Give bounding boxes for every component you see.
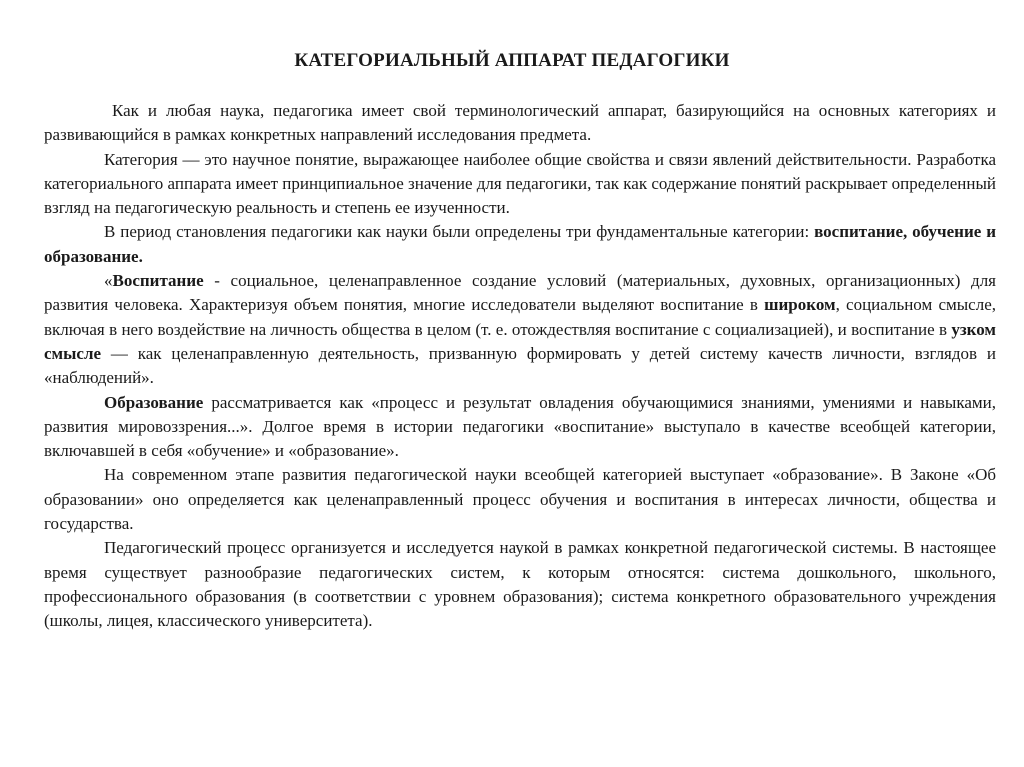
paragraph-category-definition: Категория — это научное понятие, выражающее наиболее общие свойства и связи явлений действительности. Разработка категориального аппарата имеет принципиальное значение для педагогики, так как содержание понятий раскрывает определенный взгляд на педагогическую реальность и степень ее изученности.	[44, 149, 996, 218]
paragraph-education	[44, 391, 996, 464]
document-body	[44, 99, 996, 634]
open-quote: «	[104, 271, 113, 291]
term-narrow-sense: узком смысле	[44, 319, 996, 363]
paragraph-intro: Как и любая наука, педагогика имеет свой терминологический аппарат, базирующийся на основных категориях и развивающийся в рамках конкретных направлений исследования предмета.	[44, 101, 996, 145]
paragraph-text: — как целенаправленную деятельность, призванную формировать у детей систему качеств личности, взглядов и «наблюдений».	[44, 343, 996, 388]
term-education: Образование	[104, 392, 204, 412]
paragraph-text: - социальное, целенаправленное создание условий (материальных, духовных, организационных) для развития человека. Характеризуя объем понятия, многие исследователи выделяют воспитание в	[44, 271, 996, 315]
categories-list-bold: воспитание, обучение и образование.	[44, 222, 996, 266]
document-title: КАТЕГОРИАЛЬНЫЙ АППАРАТ ПЕДАГОГИКИ	[294, 50, 730, 71]
paragraph-upbringing	[44, 269, 996, 390]
paragraph-pedagogical-process: Педагогический процесс организуется и исследуется наукой в рамках конкретной педагогической системы. В настоящее время существует разнообразие педагогических систем, к которым относятся: система дошкольного, школьного, профессионального образования (в соответствии с уровнем образования); система конкретного образовательного учреждения (школы, лицея, классического университета).	[44, 538, 996, 631]
paragraph-fundamental-categories	[44, 220, 996, 269]
term-upbringing: Воспитание	[112, 271, 204, 291]
paragraph-text: В период становления педагогики как науки были определены три фундаментальные категории:	[104, 222, 815, 242]
paragraph-text: , социальном смысле, включая в него воздействие на личность общества в целом (т. е. отождествляя воспитание с социализацией), и воспитание в	[44, 295, 996, 339]
paragraph-modern-stage: На современном этапе развития педагогической науки всеобщей категорией выступает «образование». В Законе «Об образовании» оно определяется как целенаправленный процесс обучения и воспитания в интересах личности, общества и государства.	[44, 465, 996, 534]
paragraph-text: рассматривается как «процесс и результат овладения обучающимися знаниями, умениями и навыками, развития мировоззрения...». Долгое время в истории педагогики «воспитание» выступало в качестве всеобщей категории, включавшей в себя «обучение» и «образование».	[44, 392, 996, 461]
term-broad: широком	[764, 295, 836, 315]
